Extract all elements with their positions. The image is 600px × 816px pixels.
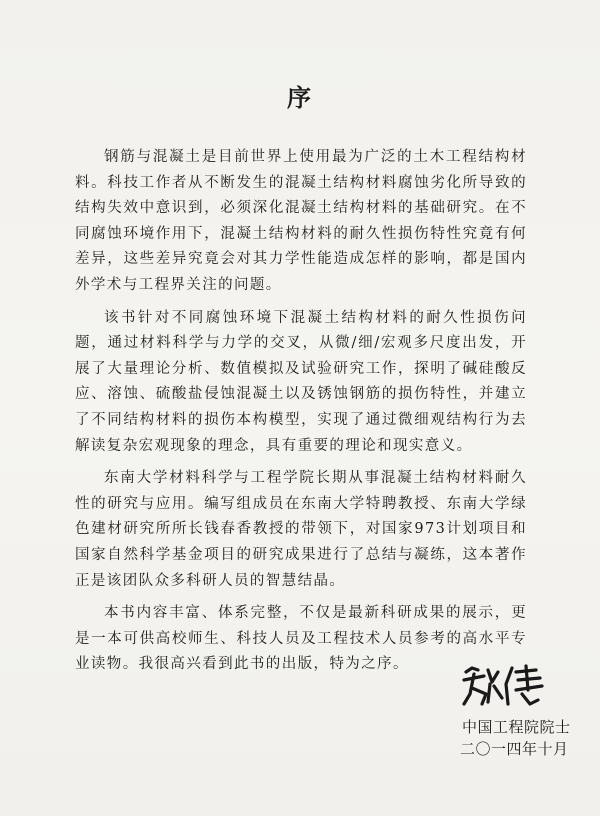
paragraph: 该书针对不同腐蚀环境下混凝土结构材料的耐久性损伤问题，通过材料科学与力学的交叉，从微/细/宏观多尺度出发，开展了大量理论分析、数值模拟及试验研究工作，探明了碱硅酸反应、溶蚀、硫酸盐侵蚀混凝土以及锈蚀钢筋的损伤特性，并建立了不同结构材料的损伤本构模型，实现了通过微细观结构行为去解读复杂宏观现象的理念，具有重要的理论和现实意义。 xyxy=(75,309,527,454)
preface-body xyxy=(75,145,527,685)
paragraph: 本书内容丰富、体系完整，不仅是最新科研成果的展示，更是一本可供高校师生、科技人员及工程技术人员参考的高水平专业读物。我很高兴看到此书的出版，特为之序。 xyxy=(75,605,527,673)
signer-title: 中国工程院院士 xyxy=(462,718,571,736)
paragraph: 钢筋与混凝土是目前世界上使用最为广泛的土木工程结构材料。科技工作者从不断发生的混凝土结构材料腐蚀劣化所导致的结构失效中意识到，必须深化混凝土结构材料的基础研究。在不同腐蚀环境作用下，混凝土结构材料的耐久性损伤特性究竟有何差异，这些差异究竟会对其力学性能造成怎样的影响，都是国内外学术与工程界关注的问题。 xyxy=(75,149,527,293)
signature-date: 二〇一四年十月 xyxy=(460,740,569,758)
paragraph: 东南大学材料科学与工程学院长期从事混凝土结构材料耐久性的研究与应用。编写组成员在东南大学特聘教授、东南大学绿色建材研究所所长钱春香教授的带领下，对国家973计划项目和国家自然科学基金项目的研究成果进行了总结与凝练，这本著作正是该团队众多科研人员的智慧结晶。 xyxy=(75,470,527,589)
page-title: 序 xyxy=(287,84,313,112)
handwritten-signature xyxy=(458,660,548,710)
